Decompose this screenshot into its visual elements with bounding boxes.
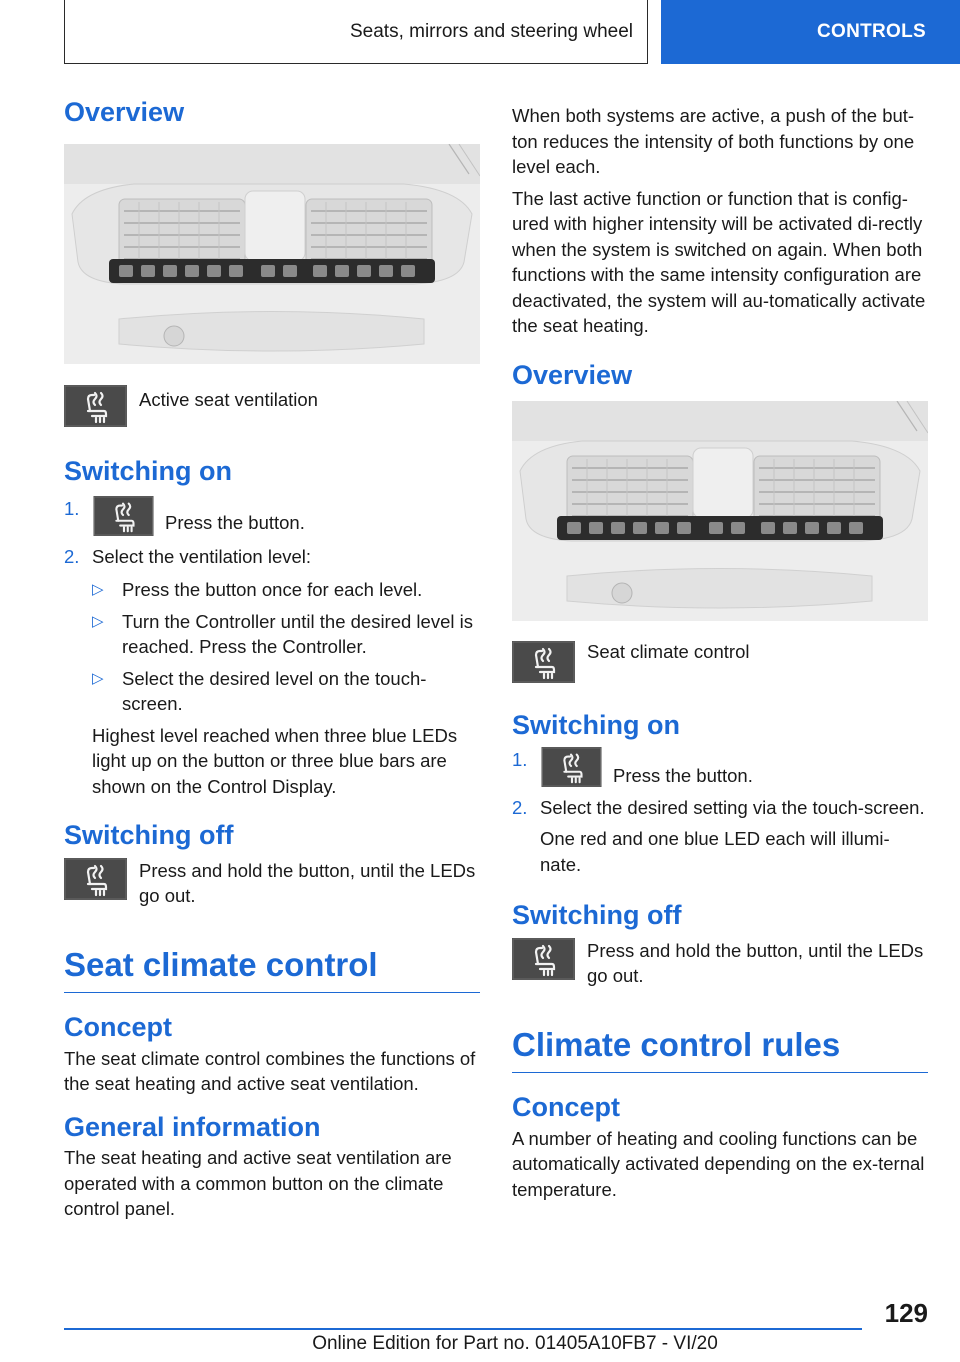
bullet-text: Select the desired level on the touch-screen. xyxy=(122,667,427,715)
step-note: Highest level reached when three blue LEDs light up on the button or three blue bars are shown on the Control Display. xyxy=(92,724,458,797)
icon-caption: Active seat ventilation xyxy=(139,389,318,411)
step-text: Select the desired setting via the touch-screen. xyxy=(540,796,925,818)
bullet-text: Turn the Controller until the desired level is reached. Press the Controller. xyxy=(122,610,473,658)
switching-off-text: Press and hold the button, until the LEDs go out. xyxy=(139,859,476,907)
seat-ventilation-icon xyxy=(64,385,127,427)
footer-divider xyxy=(64,1328,862,1330)
icon-caption-row xyxy=(512,938,928,989)
step-text: Select the ventilation level: xyxy=(92,545,312,567)
switching-on-heading: Switching on xyxy=(512,709,680,740)
bullet-item xyxy=(92,609,480,660)
general-information-heading: General information xyxy=(64,1111,321,1142)
step-number: 2. xyxy=(512,796,528,818)
step-1 xyxy=(512,747,928,789)
icon-caption: Seat climate control xyxy=(587,640,750,662)
header-section-title xyxy=(64,0,648,64)
icon-caption-row xyxy=(512,641,928,683)
concept-heading: Concept xyxy=(512,1092,620,1123)
left-column xyxy=(64,96,480,1222)
step-2 xyxy=(64,544,480,570)
section-title: Seats, mirrors and steering wheel xyxy=(349,20,633,42)
step-number: 1. xyxy=(512,749,528,771)
bullet-arrow-icon: ▷ xyxy=(92,581,104,599)
bullet-arrow-icon: ▷ xyxy=(92,612,104,630)
seat-ventilation-icon xyxy=(92,496,155,536)
step-1 xyxy=(64,496,480,536)
overview-heading: Overview xyxy=(512,359,633,390)
concept-heading: Concept xyxy=(64,1012,172,1043)
switching-on-heading: Switching on xyxy=(64,456,232,487)
overview-heading: Overview xyxy=(64,97,185,127)
icon-caption-row xyxy=(64,385,480,427)
seat-climate-heading: Seat climate control xyxy=(64,945,480,994)
bullet-item xyxy=(92,577,480,603)
seat-climate-icon xyxy=(512,641,575,683)
bullet-arrow-icon: ▷ xyxy=(92,669,104,687)
switching-off-heading: Switching off xyxy=(512,900,682,931)
step-text: Press the button. xyxy=(613,765,753,787)
climate-control-rules-heading: Climate control rules xyxy=(512,1025,928,1074)
page-number: 129 xyxy=(884,1298,928,1328)
edition-footer: Online Edition for Part no. 01405A10FB7 - VI/20 xyxy=(312,1333,718,1354)
right-column xyxy=(512,103,928,1202)
header-chapter-tab[interactable] xyxy=(661,0,960,64)
step-number: 2. xyxy=(64,545,80,567)
concept-text: The seat climate control combines the functions of the seat heating and active seat ventilation. xyxy=(64,1047,476,1095)
paragraph: The last active function or function that is config-ured with higher intensity will be activated di-rectly when the system is switched on again. When both functions with the same intensity configuration are deactivated, the system will au-tomatically activate the seat heating. xyxy=(512,187,926,336)
chapter-title: CONTROLS xyxy=(816,21,926,42)
climate-panel-photo xyxy=(512,401,928,621)
step-2 xyxy=(512,795,928,821)
step-text: Press the button. xyxy=(165,511,305,533)
general-information-text: The seat heating and active seat ventilation are operated with a common button on the climate control panel. xyxy=(64,1147,452,1220)
icon-caption-row xyxy=(64,858,480,909)
step-number: 1. xyxy=(64,497,80,519)
bullet-item xyxy=(92,666,480,717)
concept-text: A number of heating and cooling functions can be automatically activated depending on the ex-ternal temperature. xyxy=(512,1127,925,1200)
climate-panel-photo xyxy=(64,144,480,364)
seat-ventilation-icon xyxy=(64,858,127,900)
paragraph: When both systems are active, a push of the but-ton reduces the intensity of both functions by one level each. xyxy=(512,105,915,177)
switching-off-heading: Switching off xyxy=(64,820,234,851)
seat-climate-icon xyxy=(540,747,603,787)
bullet-text: Press the button once for each level. xyxy=(122,579,423,601)
switching-off-text: Press and hold the button, until the LEDs go out. xyxy=(587,939,924,987)
seat-climate-icon xyxy=(512,938,575,980)
step-note: One red and one blue LED each will illumi-nate. xyxy=(540,828,890,875)
